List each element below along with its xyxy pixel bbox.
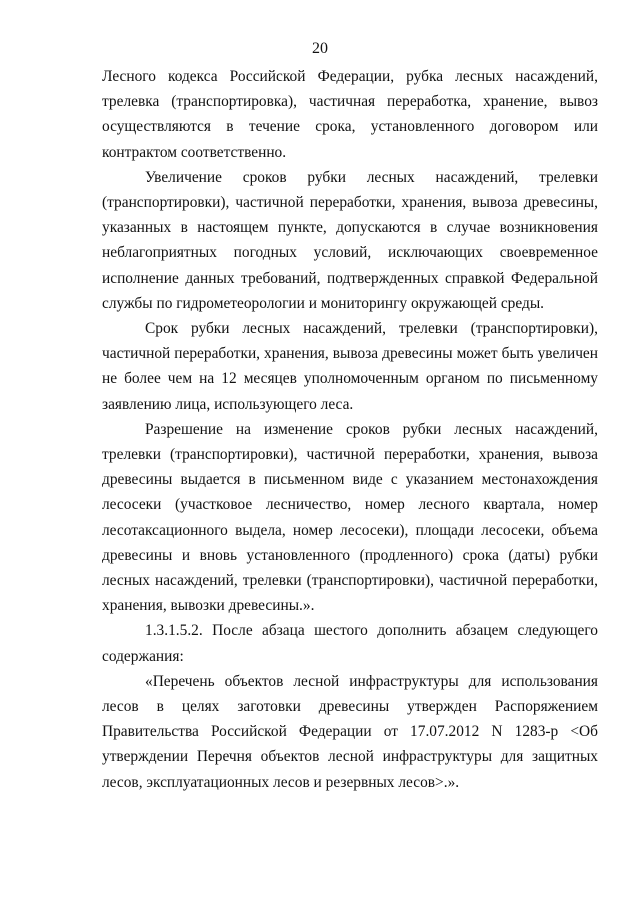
paragraph-term-extension: Увеличение сроков рубки лесных насаждений, трелевки (транспортировки), частичной переработки, хранения, вывоза древесины, указанных в настоящем пункте, допускаются в случае возникновения неблагоприятных погодных условий, исключающих своевременное исполнение данных требований, подтвержденных справкой Федеральной службы по гидрометеорологии и мониторингу окружающей среды. [102, 168, 598, 312]
paragraph-infrastructure-list: «Перечень объектов лесной инфраструктуры для использования лесов в целях заготовки древесины утвержден Распоряжением Правительства Российской Федерации от 17.07.2012 N 1283-р <Об утверждении Перечня объектов лесной инфраструктуры для защитных лесов, эксплуатационных лесов и резервных лесов>.». [102, 672, 598, 791]
paragraph-amendment-clause: 1.3.1.5.2. После абзаца шестого дополнить абзацем следующего содержания: [102, 622, 598, 665]
paragraph-continuation: Лесного кодекса Российской Федерации, рубка лесных насаждений, трелевка (транспортировка), частичная переработка, хранение, вывоз осуществляются в течение срока, установленного договором или контрактом соответственно. [102, 68, 598, 161]
document-body [102, 64, 598, 795]
paragraph-term-limit: Срок рубки лесных насаждений, трелевки (транспортировки), частичной переработки, хранения, вывоза древесины может быть увеличен не более чем на 12 месяцев уполномоченным органом по письменному заявлению лица, использующего леса. [102, 320, 598, 413]
page-number: 20 [312, 40, 328, 57]
paragraph-permission: Разрешение на изменение сроков рубки лесных насаждений, трелевки (транспортировки), частичной переработки, хранения, вывоза древесины выдается в письменном виде с указанием местонахождения лесосеки (участковое лесничество, номер лесного квартала, номер лесотаксационного выдела, номер лесосеки), площади лесосеки, объема древесины и вновь установленного (продленного) срока (даты) рубки лесных насаждений, трелевки (транспортировки), частичной переработки, хранения, вывозки древесины.». [102, 420, 598, 615]
